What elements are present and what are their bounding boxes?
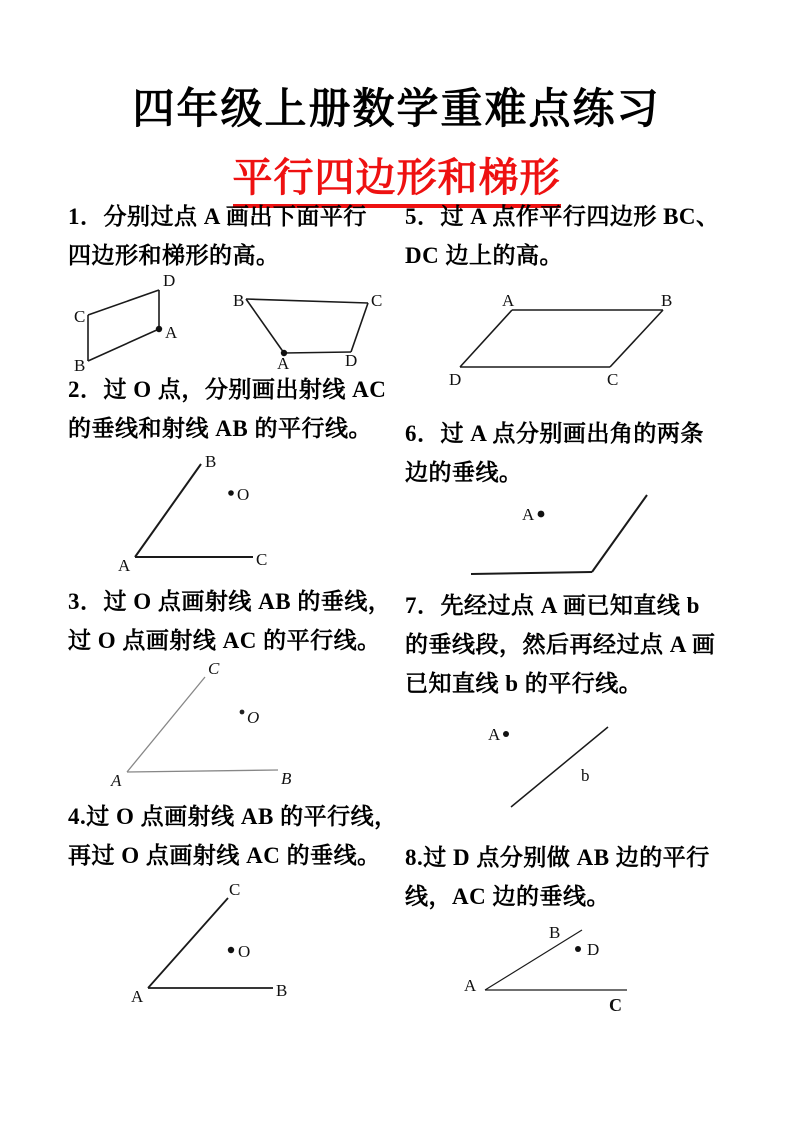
problem-4-line-2: 再过 O 点画射线 AC 的垂线。 <box>68 843 381 868</box>
vertex-label-d: D <box>163 271 176 290</box>
vertex-label-b: B <box>74 356 86 375</box>
problem-1 <box>68 197 367 275</box>
side-ad <box>284 352 351 353</box>
point-a-dot <box>503 731 509 737</box>
figure-trapezoid-1 <box>228 270 396 372</box>
problem-3 <box>68 582 391 660</box>
vertex-label-a: A <box>131 987 144 1004</box>
vertex-label-c: C <box>371 291 383 310</box>
point-label-o: O <box>238 942 251 961</box>
problem-6 <box>405 414 704 492</box>
point-d-dot <box>575 946 581 952</box>
vertex-label-b: B <box>549 923 561 942</box>
worksheet-subtitle: 平行四边形和梯形 <box>233 146 561 208</box>
ray-ac <box>148 898 228 988</box>
vertex-label-c: C <box>208 659 220 678</box>
figure-parallelogram-1 <box>58 270 213 375</box>
problem-2-line-1: 2．过 O 点，分别画出射线 AC <box>68 377 387 402</box>
problem-5-line-2: DC 边上的高。 <box>405 243 563 268</box>
figure-angle-4 <box>116 876 301 1004</box>
side-ba <box>88 329 159 361</box>
vertex-label-c: C <box>229 880 241 899</box>
problem-8-line-1: 8.过 D 点分别做 AB 边的平行 <box>405 845 710 870</box>
point-label-a: A <box>488 725 501 744</box>
figure-angle-2 <box>98 448 283 578</box>
vertex-label-a: A <box>277 354 290 372</box>
problem-6-line-1: 6．过 A 点分别画出角的两条 <box>405 421 704 446</box>
point-label-d: D <box>587 940 600 959</box>
vertex-label-b: B <box>205 452 217 471</box>
worksheet-title: 四年级上册数学重难点练习 <box>132 85 661 132</box>
ray-ab <box>485 930 582 990</box>
vertex-label-b: B <box>281 769 292 788</box>
angle-side-horizontal <box>471 572 592 574</box>
problem-7-line-2: 的垂线段，然后再经过点 A 画 <box>405 632 716 657</box>
point-o-dot <box>240 710 245 715</box>
angle-side-slanted <box>592 495 647 572</box>
problem-8 <box>405 838 710 916</box>
vertex-label-a: A <box>165 323 178 342</box>
figure-angle-3 <box>95 658 305 790</box>
problem-4 <box>68 797 398 875</box>
point-a-dot <box>156 326 162 332</box>
ray-ab <box>135 464 201 557</box>
problem-2-line-2: 的垂线和射线 AB 的平行线。 <box>68 416 372 441</box>
vertex-label-b: B <box>661 291 673 310</box>
vertex-label-d: D <box>345 351 358 370</box>
ray-ab <box>127 770 278 772</box>
problem-8-line-2: 线，AC 边的垂线。 <box>405 884 610 909</box>
line-label-b: b <box>581 766 590 785</box>
problem-7-line-3: 已知直线 b 的平行线。 <box>405 671 643 696</box>
vertex-label-d: D <box>449 370 462 389</box>
vertex-label-c: C <box>607 370 619 389</box>
problem-1-line-2: 四边形和梯形的高。 <box>68 243 280 268</box>
figure-angle-8 <box>451 916 646 1016</box>
problem-2 <box>68 370 386 448</box>
vertex-label-b: B <box>233 291 245 310</box>
point-label-o: O <box>247 708 260 727</box>
problem-5-line-1: 5．过 A 点作平行四边形 BC、 <box>405 204 720 229</box>
problem-5 <box>405 197 720 275</box>
point-o-dot <box>228 490 234 496</box>
figure-line-b-7 <box>476 711 631 821</box>
point-a-dot <box>538 511 545 518</box>
side-bc <box>610 310 663 367</box>
figure-parallelogram-5 <box>436 286 681 391</box>
problem-6-line-2: 边的垂线。 <box>405 460 523 485</box>
problem-3-line-1: 3．过 O 点画射线 AB 的垂线， <box>68 589 392 614</box>
point-label-a: A <box>522 505 535 524</box>
vertex-label-a: A <box>502 291 515 310</box>
vertex-label-c: C <box>74 307 86 326</box>
side-ba <box>246 299 284 353</box>
side-bc <box>246 299 368 303</box>
problem-3-line-2: 过 O 点画射线 AC 的平行线。 <box>68 628 381 653</box>
problem-7-line-1: 7．先经过点 A 画已知直线 b <box>405 593 700 618</box>
side-cd <box>88 290 159 315</box>
problem-4-line-1: 4.过 O 点画射线 AB 的平行线， <box>68 804 398 829</box>
point-label-o: O <box>237 485 250 504</box>
side-dc <box>351 303 368 352</box>
side-da <box>460 310 512 367</box>
point-o-dot <box>228 947 234 953</box>
line-b <box>511 727 608 807</box>
ray-ac <box>127 677 205 772</box>
vertex-label-a: A <box>464 976 477 995</box>
figure-angle-6 <box>456 483 661 585</box>
vertex-label-c: C <box>256 550 268 569</box>
problem-1-line-1: 1．分别过点 A 画出下面平行 <box>68 204 367 229</box>
vertex-label-b: B <box>276 981 288 1000</box>
vertex-label-a: A <box>111 771 122 790</box>
vertex-label-c: C <box>609 995 622 1015</box>
problem-7 <box>405 586 715 703</box>
vertex-label-a: A <box>118 556 131 575</box>
